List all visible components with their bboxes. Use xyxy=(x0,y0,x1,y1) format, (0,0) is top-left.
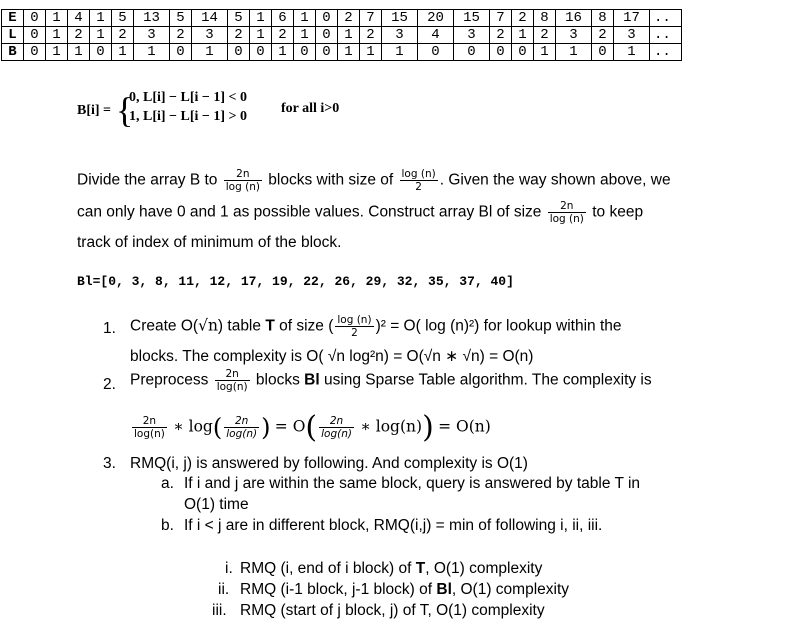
fraction xyxy=(215,368,250,393)
table-cell: 0 xyxy=(316,44,338,61)
table-cell: 2 xyxy=(112,27,134,44)
roman-label-iii: iii. xyxy=(212,602,227,619)
for-all-text: for all i>0 xyxy=(281,101,340,116)
table-cell: 0 xyxy=(316,10,338,27)
table-cell: 0 xyxy=(90,44,112,61)
row-label: L xyxy=(2,27,24,44)
paren-close: ) xyxy=(422,410,434,445)
table-t: T xyxy=(265,317,275,335)
table-cell: 2 xyxy=(170,27,192,44)
table-cell: 3 xyxy=(614,27,650,44)
bl-array-code: Bl=[0, 3, 8, 11, 12, 17, 19, 22, 26, 29, 32, 35, 37, 40] xyxy=(77,274,514,289)
text: = O(n) xyxy=(438,417,491,436)
b-case-2: 1, L[i] − L[i − 1] > 0 xyxy=(129,109,248,124)
text: blocks with size of xyxy=(268,171,394,189)
paragraph-line-3: track of index of minimum of the block. xyxy=(77,234,342,251)
table-cell: 3 xyxy=(454,27,490,44)
denominator: 2 xyxy=(415,181,422,193)
table-cell: 1 xyxy=(294,10,316,27)
table-cell: 2 xyxy=(68,27,90,44)
table-cell: 5 xyxy=(170,10,192,27)
fraction xyxy=(335,314,373,339)
sublist-b-line: If i < j are in different block, RMQ(i,j) = min of following i, ii, iii. xyxy=(184,517,603,534)
table-cell: 8 xyxy=(534,10,556,27)
text: blocks xyxy=(251,371,305,389)
table-row xyxy=(2,44,682,61)
paren-open: ( xyxy=(305,410,318,445)
table-cell: 1 xyxy=(614,44,650,61)
table-cell: 1 xyxy=(250,27,272,44)
table-cell: 3 xyxy=(382,27,418,44)
list-number-1: 1. xyxy=(103,320,116,337)
paren-open: ( xyxy=(212,413,223,442)
fraction xyxy=(224,415,259,440)
table-cell: 1 xyxy=(534,44,556,61)
denominator: log (n) xyxy=(225,181,260,193)
table-cell: 1 xyxy=(250,10,272,27)
table-cell: 0 xyxy=(170,44,192,61)
fraction xyxy=(400,168,438,193)
paren-close: ) xyxy=(261,413,271,442)
table-cell: 0 xyxy=(316,27,338,44)
table-cell: 2 xyxy=(228,27,250,44)
table-cell: 13 xyxy=(134,10,170,27)
table-cell: 2 xyxy=(360,27,382,44)
text: of size ( xyxy=(274,317,334,335)
table-cell: 1 xyxy=(556,44,592,61)
table-cell: 7 xyxy=(360,10,382,27)
table-cell: 15 xyxy=(382,10,418,27)
table-cell: 16 xyxy=(556,10,592,27)
table-cell: 20 xyxy=(418,10,454,27)
row-label: B xyxy=(2,44,24,61)
roman-label-i: i. xyxy=(225,560,233,577)
table-cell: 7 xyxy=(490,10,512,27)
roman-label-ii: ii. xyxy=(218,581,230,598)
table-cell: 1 xyxy=(272,44,294,61)
sqrt-n: √n xyxy=(198,316,218,335)
table-cell: 1 xyxy=(68,44,90,61)
table-cell: 0 xyxy=(512,44,534,61)
table-cell: 2 xyxy=(512,10,534,27)
text: using Sparse Table algorithm. The complexity is xyxy=(319,371,652,389)
fraction xyxy=(132,415,167,440)
sublist-label-a: a. xyxy=(161,475,174,492)
text: can only have 0 and 1 as possible values. Construct array Bl of size xyxy=(77,203,542,221)
numerator: 2n xyxy=(224,415,259,428)
list-item-2-formula xyxy=(130,410,491,445)
brace: { xyxy=(116,90,134,130)
text: ∗ log(n) xyxy=(360,417,423,436)
table-cell: .. xyxy=(650,10,682,27)
denominator: log(n) xyxy=(321,428,352,440)
table-cell: 0 xyxy=(592,44,614,61)
text: Preprocess xyxy=(130,371,209,389)
fraction xyxy=(319,415,354,440)
denominator: log(n) xyxy=(216,381,248,393)
b-case-1: 0, L[i] − L[i − 1] < 0 xyxy=(129,90,248,105)
list-item-2-line-1 xyxy=(130,368,652,393)
table-cell: 2 xyxy=(534,27,556,44)
table-cell: .. xyxy=(650,44,682,61)
table-cell: 1 xyxy=(90,10,112,27)
bl-bold: Bl xyxy=(436,581,452,598)
table-cell: 0 xyxy=(294,44,316,61)
table-cell: 4 xyxy=(418,27,454,44)
text: = O xyxy=(274,417,306,436)
table-cell: 8 xyxy=(592,10,614,27)
roman-item-ii xyxy=(240,581,569,599)
table-cell: 0 xyxy=(250,44,272,61)
table-row xyxy=(2,27,682,44)
text: ∗ log xyxy=(173,417,213,436)
roman-item-i xyxy=(240,560,542,578)
table-cell: 0 xyxy=(418,44,454,61)
text: ) table xyxy=(217,317,266,335)
array-table xyxy=(1,9,682,61)
text: , O(1) complexity xyxy=(425,560,543,577)
row-label: E xyxy=(2,10,24,27)
table-cell: 1 xyxy=(90,27,112,44)
list-item-1-line-1 xyxy=(130,314,622,339)
text: Divide the array B to xyxy=(77,171,218,189)
numerator: 2n xyxy=(132,415,167,428)
table-cell: 2 xyxy=(338,10,360,27)
table-cell: 5 xyxy=(228,10,250,27)
table-cell: 0 xyxy=(24,27,46,44)
list-number-3: 3. xyxy=(103,455,116,472)
numerator: 2n xyxy=(319,415,354,428)
text: Create O( xyxy=(130,317,199,335)
table-cell: 6 xyxy=(272,10,294,27)
table-cell: 3 xyxy=(134,27,170,44)
text: to keep xyxy=(592,203,644,221)
text: )² = O( log (n)²) for lookup within the xyxy=(375,317,622,335)
fraction xyxy=(548,200,586,225)
table-cell: 1 xyxy=(338,27,360,44)
table-cell: 0 xyxy=(454,44,490,61)
bl-bold: Bl xyxy=(304,371,320,389)
sublist-a-line-1: If i and j are within the same block, query is answered by table T in xyxy=(184,475,641,492)
table-cell: 3 xyxy=(556,27,592,44)
table-cell: 0 xyxy=(228,44,250,61)
table-cell: 1 xyxy=(46,27,68,44)
table-row xyxy=(2,10,682,27)
table-cell: 3 xyxy=(192,27,228,44)
table-cell: 15 xyxy=(454,10,490,27)
table-cell: 17 xyxy=(614,10,650,27)
table-cell: .. xyxy=(650,27,682,44)
numerator: log (n) xyxy=(337,314,372,326)
table-cell: 14 xyxy=(192,10,228,27)
list-number-2: 2. xyxy=(103,376,116,393)
sublist-label-b: b. xyxy=(161,517,174,534)
text: RMQ (i, end of i block) of xyxy=(240,560,416,577)
paragraph-line-1 xyxy=(77,168,671,193)
table-cell: 4 xyxy=(68,10,90,27)
text: RMQ (i-1 block, j-1 block) of xyxy=(240,581,437,598)
numerator: 2n xyxy=(548,200,586,213)
denominator: log(n) xyxy=(226,428,258,440)
table-cell: 1 xyxy=(134,44,170,61)
denominator: log(n) xyxy=(134,428,165,440)
table-cell: 0 xyxy=(24,44,46,61)
table-cell: 1 xyxy=(382,44,418,61)
table-cell: 1 xyxy=(192,44,228,61)
fraction xyxy=(224,168,262,193)
text: , O(1) complexity xyxy=(451,581,570,598)
table-cell: 1 xyxy=(46,44,68,61)
table-cell: 1 xyxy=(512,27,534,44)
text: . Given the way shown above, we xyxy=(439,171,671,189)
numerator: 2n xyxy=(215,368,250,381)
b-lhs: B[i] = xyxy=(77,103,112,118)
table-cell: 2 xyxy=(272,27,294,44)
sublist-a-line-2: O(1) time xyxy=(184,496,249,513)
table-cell: 1 xyxy=(112,44,134,61)
denominator: 2 xyxy=(351,327,358,339)
table-cell: 1 xyxy=(360,44,382,61)
table-cell: 2 xyxy=(592,27,614,44)
denominator: log (n) xyxy=(549,213,584,225)
table-cell: 1 xyxy=(294,27,316,44)
numerator: log (n) xyxy=(401,168,436,180)
list-item-3: RMQ(i, j) is answered by following. And complexity is O(1) xyxy=(130,455,528,472)
roman-item-iii: RMQ (start of j block, j) of T, O(1) complexity xyxy=(240,602,545,619)
numerator: 2n xyxy=(224,168,262,181)
table-cell: 1 xyxy=(46,10,68,27)
paragraph-line-2 xyxy=(77,200,643,225)
table-cell: 0 xyxy=(490,44,512,61)
list-item-1-line-2: blocks. The complexity is O( √n log²n) = O(√n ∗ √n) = O(n) xyxy=(130,348,534,365)
table-cell: 0 xyxy=(24,10,46,27)
table-t: T xyxy=(415,560,426,577)
table-cell: 2 xyxy=(490,27,512,44)
table-cell: 5 xyxy=(112,10,134,27)
table-cell: 1 xyxy=(338,44,360,61)
